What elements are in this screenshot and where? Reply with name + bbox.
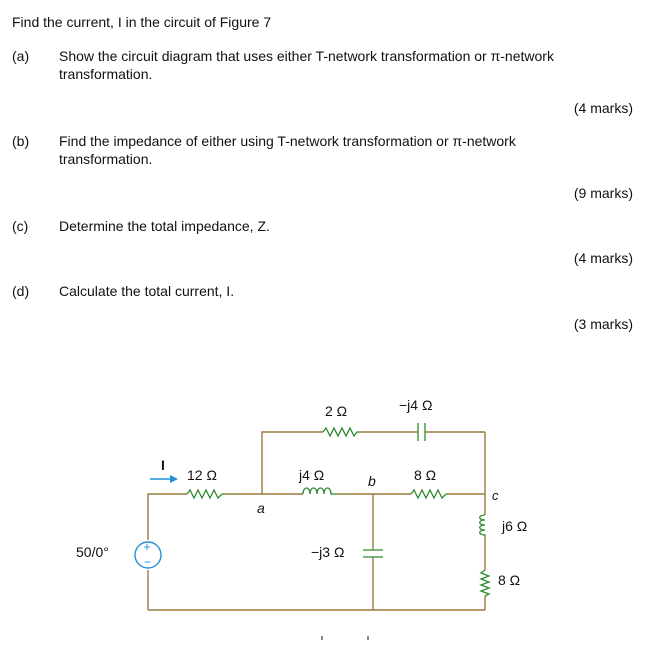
resistor-2ohm: [323, 428, 359, 436]
wires: [148, 432, 485, 610]
label-minus-j3: −j3 Ω: [311, 544, 345, 560]
wire-left-upper: [148, 494, 162, 540]
source-minus-sign: −: [144, 555, 152, 569]
question-d-label: (d): [12, 283, 30, 299]
node-c-label: c: [492, 488, 499, 503]
source-plus-sign: +: [143, 540, 151, 554]
label-j4: j4 Ω: [299, 467, 325, 483]
question-b-text: Find the impedance of either using T-network transformation or π-network transformation.: [59, 133, 516, 167]
label-8ohm-mid: 8 Ω: [414, 467, 437, 483]
current-label: I: [161, 457, 165, 473]
question-d-marks: (3 marks): [573, 316, 633, 332]
label-minus-j4: −j4 Ω: [399, 397, 433, 413]
question-d-text: Calculate the total current, I.: [59, 283, 235, 299]
inductor-j6: [480, 515, 485, 537]
label-j6: j6 Ω: [502, 518, 528, 534]
node-a-label: a: [257, 500, 265, 516]
question-a-label: (a): [12, 48, 30, 64]
question-c-marks: (4 marks): [573, 250, 633, 266]
inductor-j4: [303, 488, 337, 494]
wire-top-left: [262, 432, 323, 494]
page-title: Find the current, I in the circuit of Figure 7: [12, 14, 272, 30]
resistor-12ohm: [187, 490, 225, 498]
question-a-text: Show the circuit diagram that uses either T-network transformation or π-network transformation.: [59, 48, 554, 82]
resistor-8ohm-right: [481, 570, 489, 596]
question-b-marks: (9 marks): [573, 185, 633, 201]
resistor-8ohm-mid: [411, 490, 448, 498]
voltage-source: [135, 540, 161, 569]
label-8ohm-right: 8 Ω: [498, 572, 521, 588]
question-c-label: (c): [12, 218, 29, 234]
node-b-label: b: [368, 473, 376, 489]
source-label: 50/0°: [76, 544, 109, 560]
question-b-label: (b): [12, 133, 30, 149]
question-a-marks: (4 marks): [573, 100, 633, 116]
label-12ohm: 12 Ω: [187, 467, 217, 483]
current-arrow: [150, 475, 178, 483]
question-c-text: Determine the total impedance, Z.: [59, 218, 270, 234]
label-2ohm: 2 Ω: [325, 403, 348, 419]
